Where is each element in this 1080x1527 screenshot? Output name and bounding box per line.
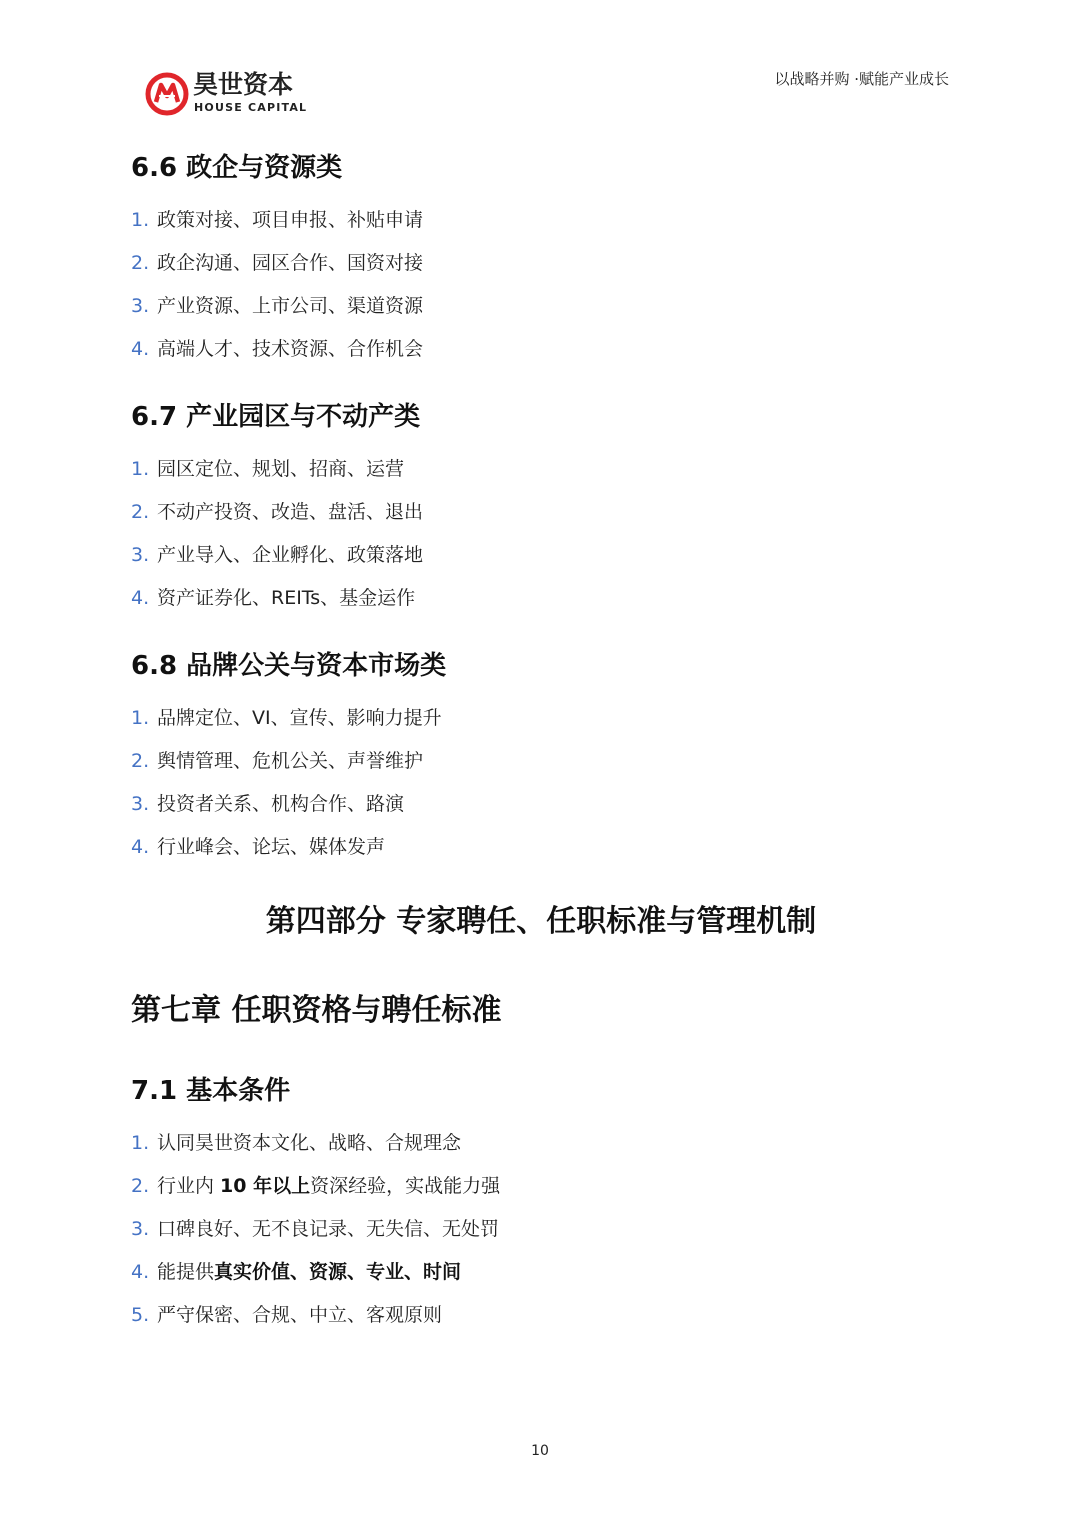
- list-item: [131, 1216, 499, 1242]
- list-text: 高端人才、技术资源、合作机会: [157, 338, 424, 360]
- list-text: 舆情管理、危机公关、声誉维护: [157, 750, 424, 772]
- list-item: [131, 1259, 461, 1285]
- list-text: 行业峰会、论坛、媒体发声: [157, 836, 386, 858]
- list-number: 3.: [131, 1218, 150, 1240]
- list-number: 1.: [131, 707, 150, 729]
- list-number: 3.: [131, 544, 150, 566]
- list-number: 2.: [131, 750, 150, 772]
- list-number: 1.: [131, 209, 150, 231]
- company-logo: [145, 68, 315, 120]
- logo-english-name: HOUSE CAPITAL: [194, 101, 308, 114]
- list-text: 投资者关系、机构合作、路演: [157, 793, 405, 815]
- list-item: [131, 1302, 442, 1328]
- list-item: [131, 1130, 461, 1156]
- list-item: [131, 1173, 500, 1199]
- list-item: [131, 542, 423, 568]
- list-item: [131, 748, 423, 774]
- part-title: 第四部分 专家聘任、任职标准与管理机制: [265, 904, 817, 939]
- list-text: 产业资源、上市公司、渠道资源: [157, 295, 424, 317]
- list-item: [131, 456, 404, 482]
- list-text-emphasis: 10 年以上: [220, 1175, 311, 1197]
- section-heading-7-1: 7.1 基本条件: [131, 1076, 291, 1106]
- list-item: [131, 791, 404, 817]
- list-text-suffix: 资深经验，实战能力强: [310, 1175, 501, 1197]
- list-text: 认同昊世资本文化、战略、合规理念: [157, 1132, 462, 1154]
- list-number: 4.: [131, 836, 150, 858]
- list-number: 1.: [131, 458, 150, 480]
- list-text: 资产证券化、REITs、基金运作: [157, 587, 416, 609]
- list-item: [131, 207, 423, 233]
- list-number: 1.: [131, 1132, 150, 1154]
- logo-chinese-name: 昊世资本: [193, 70, 294, 99]
- list-text: 严守保密、合规、中立、客观原则: [157, 1304, 443, 1326]
- page-number: 10: [531, 1443, 549, 1459]
- list-number: 2.: [131, 1175, 150, 1197]
- header-tagline: 以战略并购 ·赋能产业成长: [774, 70, 949, 88]
- list-item: [131, 336, 423, 362]
- list-number: 4.: [131, 587, 150, 609]
- list-text: 口碑良好、无不良记录、无失信、无处罚: [157, 1218, 500, 1240]
- list-text: 品牌定位、VI、宣传、影响力提升: [157, 707, 442, 729]
- list-number: 4.: [131, 338, 150, 360]
- list-item: [131, 585, 415, 611]
- list-number: 3.: [131, 793, 150, 815]
- list-number: 2.: [131, 501, 150, 523]
- house-capital-logo-icon: [145, 72, 189, 116]
- list-item: [131, 834, 385, 860]
- list-text: 政策对接、项目申报、补贴申请: [157, 209, 424, 231]
- list-number: 2.: [131, 252, 150, 274]
- list-text-prefix: 行业内: [157, 1175, 221, 1197]
- list-item: [131, 705, 442, 731]
- list-text: 产业导入、企业孵化、政策落地: [157, 544, 424, 566]
- list-text-emphasis: 真实价值、资源、专业、时间: [214, 1261, 462, 1283]
- chapter-title: 第七章 任职资格与聘任标准: [131, 993, 502, 1028]
- list-number: 4.: [131, 1261, 150, 1283]
- list-text: 园区定位、规划、招商、运营: [157, 458, 405, 480]
- list-number: 5.: [131, 1304, 150, 1326]
- list-item: [131, 499, 423, 525]
- list-text: 不动产投资、改造、盘活、退出: [157, 501, 424, 523]
- list-item: [131, 250, 423, 276]
- section-heading-6-7: 6.7 产业园区与不动产类: [131, 402, 421, 432]
- list-text-prefix: 能提供: [157, 1261, 215, 1283]
- section-heading-6-8: 6.8 品牌公关与资本市场类: [131, 651, 447, 681]
- list-number: 3.: [131, 295, 150, 317]
- list-text: 政企沟通、园区合作、国资对接: [157, 252, 424, 274]
- section-heading-6-6: 6.6 政企与资源类: [131, 153, 343, 183]
- list-item: [131, 293, 423, 319]
